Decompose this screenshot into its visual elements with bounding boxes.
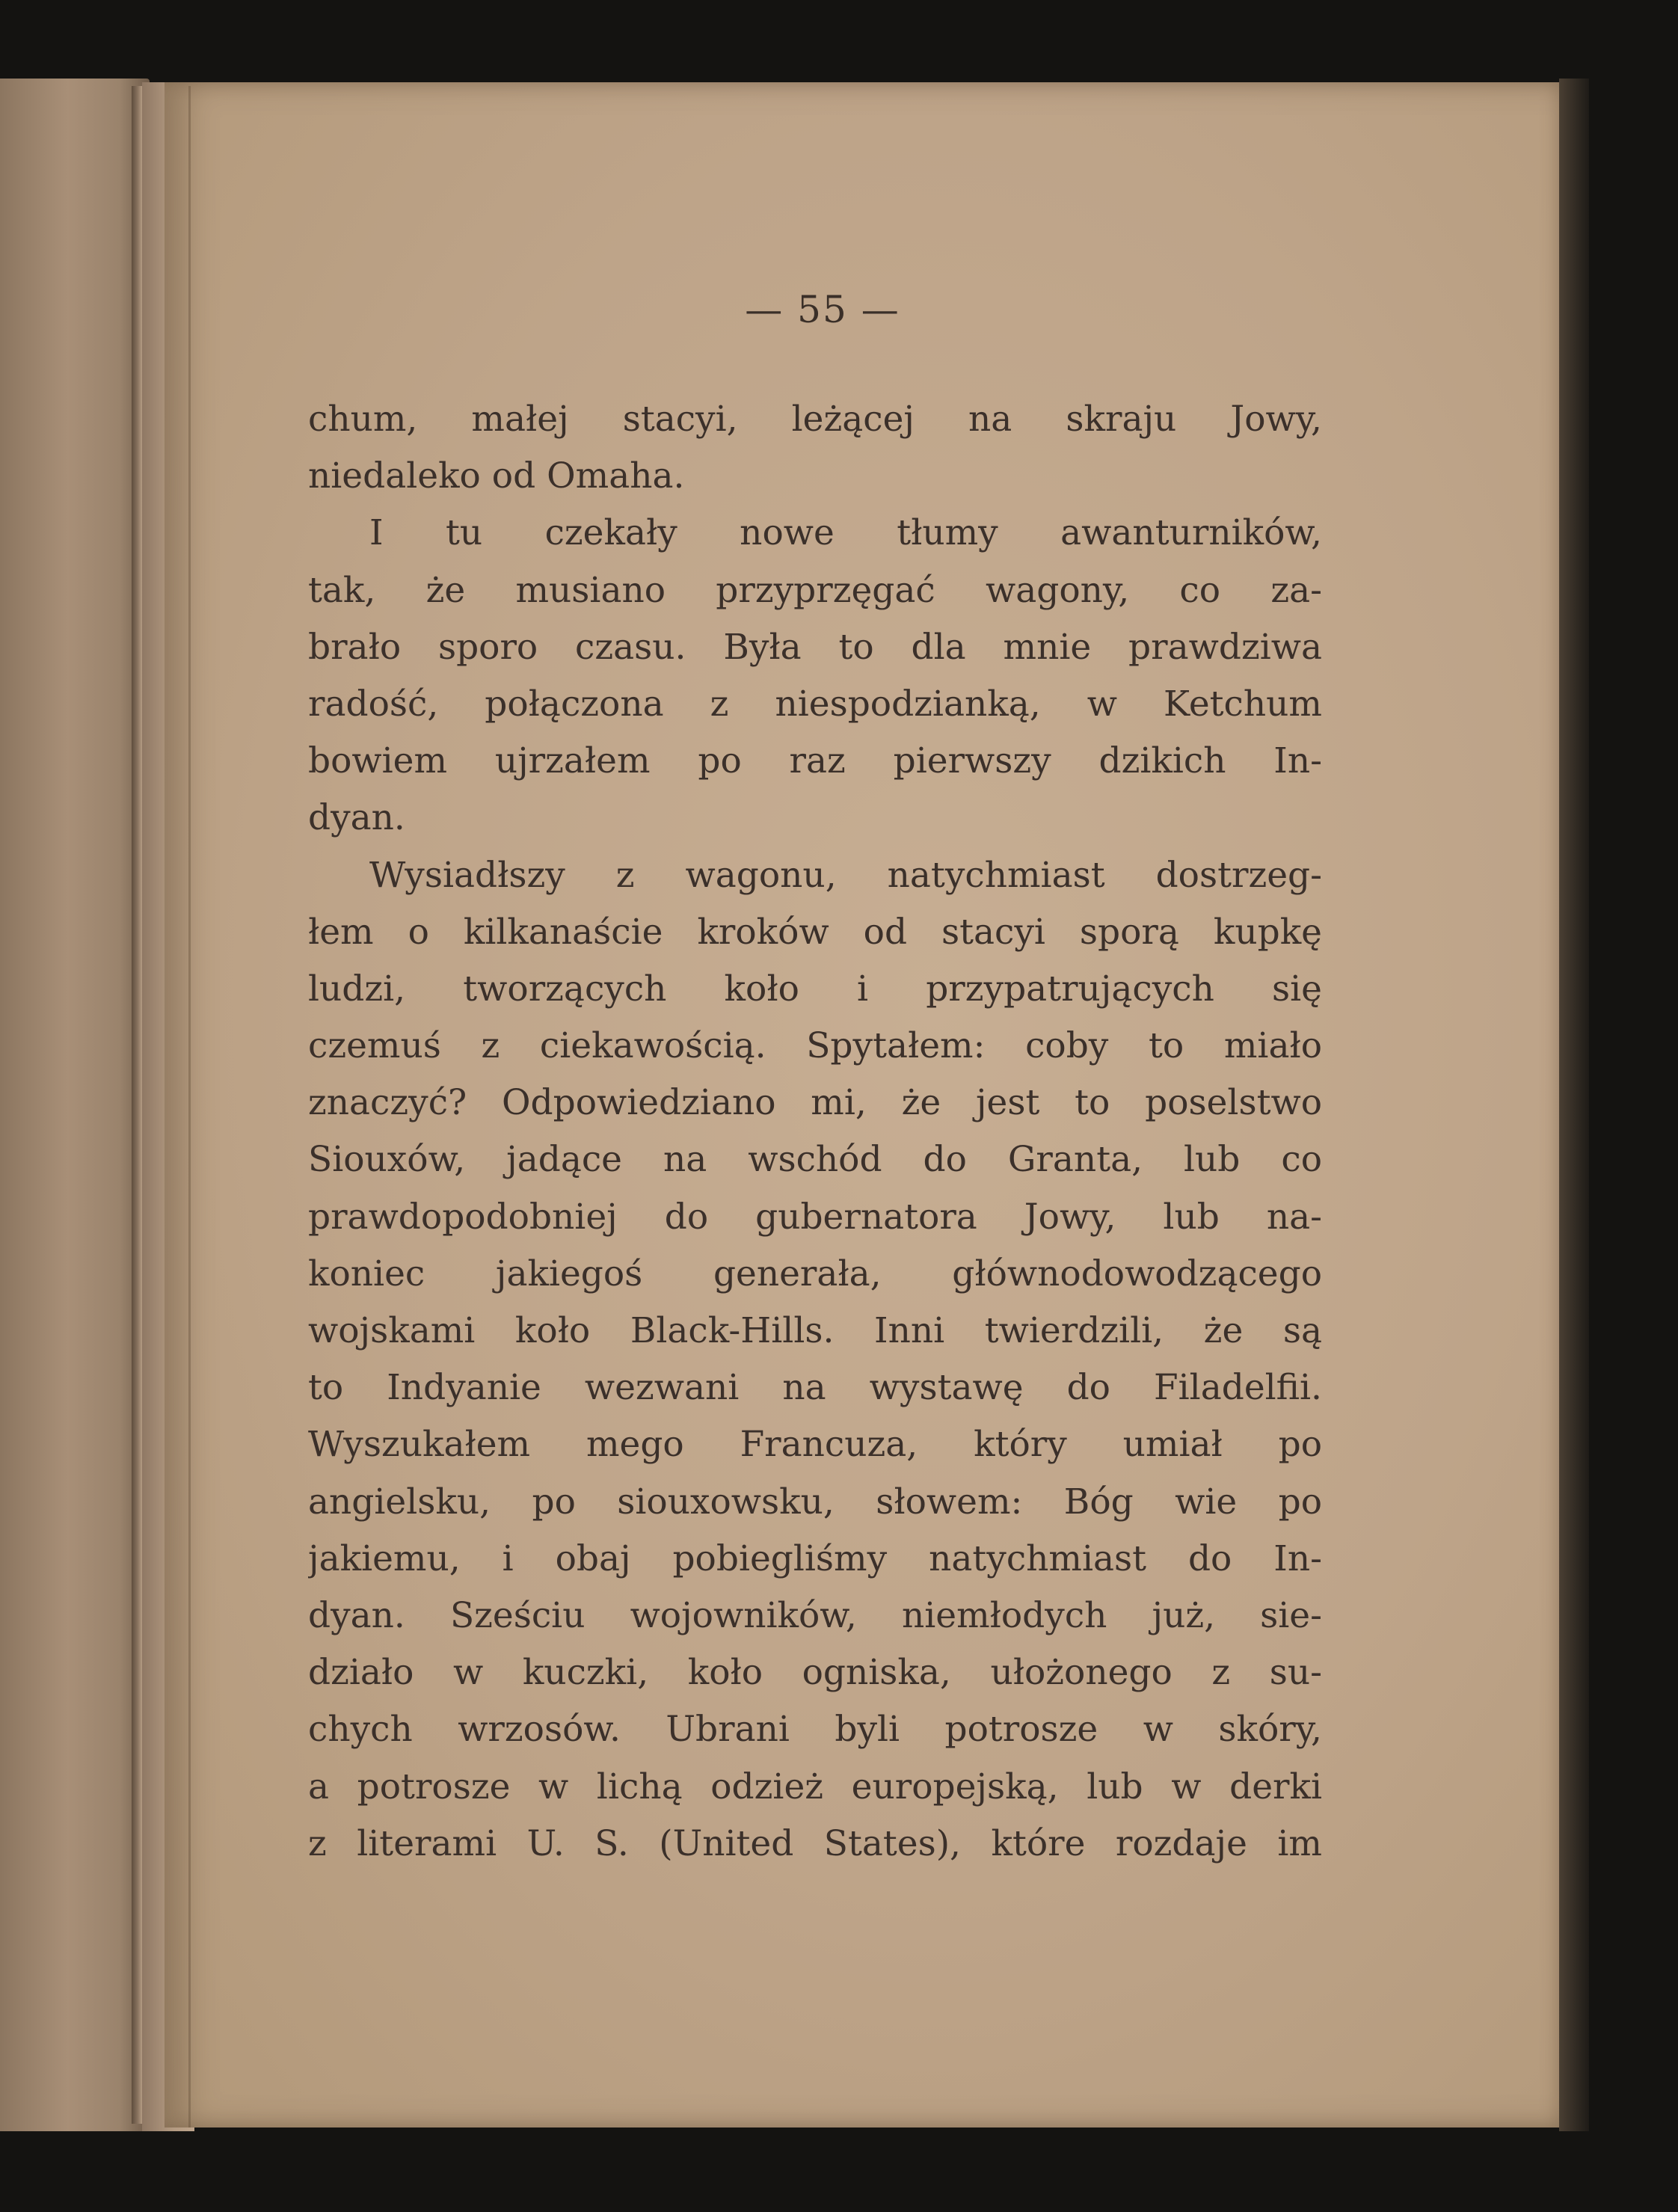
text-line: ludzi, tworzących koło i przypatrujących się [308, 968, 1322, 1010]
page-number: — 55 — [745, 288, 900, 331]
text-line: angielsku, po siouxowsku, słowem: Bóg wie po [308, 1481, 1322, 1523]
text-line: wojskami koło Black-Hills. Inni twierdzili, że są [308, 1310, 1322, 1351]
text-line: Wyszukałem mego Francuza, który umiał po [308, 1424, 1322, 1466]
fold-line [188, 86, 191, 2127]
text-line: z literami U. S. (United States), które rozdaje im [308, 1822, 1322, 1864]
text-line: znaczyć? Odpowiedziano mi, że jest to poselstwo [308, 1082, 1322, 1124]
left-page-edge [0, 79, 150, 2131]
text-line: jakiemu, i obaj pobiegliśmy natychmiast do In- [308, 1537, 1322, 1579]
text-line: prawdopodobniej do gubernatora Jowy, lub na- [308, 1196, 1322, 1238]
right-page-edge [1559, 79, 1589, 2131]
text-line: Wysiadłszy z wagonu, natychmiast dostrzeg- [369, 854, 1322, 896]
text-line: to Indyanie wezwani na wystawę do Filadelfii. [308, 1367, 1322, 1409]
text-line: dyan. [308, 797, 405, 839]
text-line: radość, połączona z niespodzianką, w Ketchum [308, 683, 1322, 725]
text-line: tak, że musiano przyprzęgać wagony, co za- [308, 569, 1322, 611]
text-line: chum, małej stacyi, leżącej na skraju Jowy, [308, 399, 1322, 440]
text-line: niedaleko od Omaha. [308, 455, 685, 497]
text-line: a potrosze w lichą odzież europejską, lub w derki [308, 1766, 1322, 1807]
text-line: brało sporo czasu. Była to dla mnie prawdziwa [308, 626, 1322, 668]
page-gutter [132, 86, 142, 2124]
text-line: działo w kuczki, koło ogniska, ułożonego z su- [308, 1652, 1322, 1694]
text-line: dyan. Sześciu wojowników, niemłodych już, sie- [308, 1594, 1322, 1636]
body-text [308, 391, 1322, 1872]
text-line: czemuś z ciekawością. Spytałem: coby to miało [308, 1025, 1322, 1067]
text-line: I tu czekały nowe tłumy awanturników, [369, 512, 1322, 554]
text-line: koniec jakiegoś generała, głównodowodzącego [308, 1253, 1322, 1294]
text-line: chych wrzosów. Ubrani byli potrosze w skóry, [308, 1709, 1322, 1751]
text-line: Siouxów, jadące na wschód do Granta, lub co [308, 1139, 1322, 1181]
text-line: bowiem ujrzałem po raz pierwszy dzikich In- [308, 740, 1322, 782]
text-line: łem o kilkanaście kroków od stacyi sporą kupkę [308, 911, 1322, 953]
